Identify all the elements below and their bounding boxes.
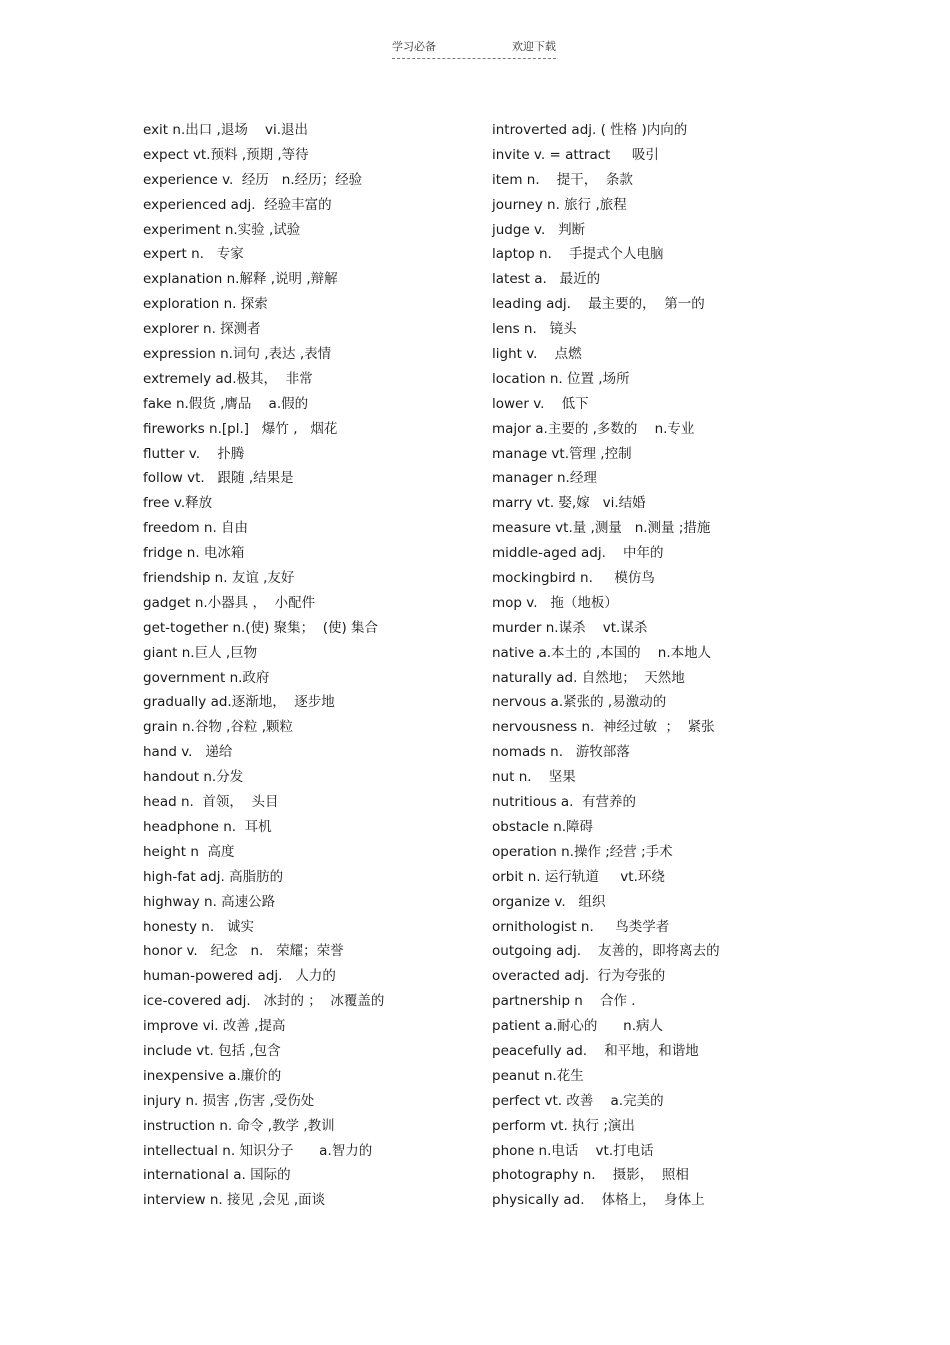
vocabulary-entry: peanut n.花生 <box>492 1067 584 1084</box>
vocabulary-entry: nutritious a. 有营养的 <box>492 794 637 811</box>
vocabulary-entry: hand v. 递给 <box>143 744 233 761</box>
vocabulary-entry: gadget n.小器具 ， 小配件 <box>143 594 316 611</box>
vocabulary-entry: explanation n.解释 ,说明 ,辩解 <box>143 271 338 288</box>
vocabulary-entry: measure vt.量 ,测量 n.测量 ;措施 <box>492 520 711 537</box>
vocabulary-entry: perform vt. 执行 ;演出 <box>492 1117 635 1134</box>
vocabulary-entry: height n 高度 <box>143 843 235 860</box>
vocabulary-entry: item n. 提干， 条款 <box>492 171 633 188</box>
vocabulary-entry: gradually ad.逐渐地， 逐步地 <box>143 694 335 711</box>
vocabulary-entry: include vt. 包括 ,包含 <box>143 1042 281 1059</box>
header-right-text: 欢迎下载 <box>512 40 556 53</box>
vocabulary-entry: invite v. = attract 吸引 <box>492 146 659 163</box>
vocabulary-entry: manager n.经理 <box>492 470 597 487</box>
vocabulary-entry: manage vt.管理 ,控制 <box>492 445 632 462</box>
vocabulary-entry: expect vt.预料 ,预期 ,等待 <box>143 146 309 163</box>
vocabulary-entry: instruction n. 命令 ,教学 ,教训 <box>143 1117 335 1134</box>
vocabulary-entry: naturally ad. 自然地； 天然地 <box>492 669 685 686</box>
vocabulary-entry: flutter v. 扑腾 <box>143 445 245 462</box>
vocabulary-entry: explorer n. 探测者 <box>143 321 261 338</box>
vocabulary-entry: nut n. 坚果 <box>492 769 576 786</box>
page-header <box>392 38 556 59</box>
vocabulary-entry: mop v. 拖（地板） <box>492 594 618 611</box>
vocabulary-entry: headphone n. 耳机 <box>143 818 272 835</box>
vocabulary-entry: follow vt. 跟随 ,结果是 <box>143 470 294 487</box>
header-left-text: 学习必备 <box>392 40 436 53</box>
vocabulary-entry: fireworks n.[pl.] 爆竹 , 烟花 <box>143 420 338 437</box>
vocabulary-entry: ornithologist n. 鸟类学者 <box>492 918 670 935</box>
vocabulary-entry: orbit n. 运行轨道 vt.环绕 <box>492 868 665 885</box>
vocabulary-entry: patient a.耐心的 n.病人 <box>492 1018 663 1035</box>
vocabulary-entry: free v.释放 <box>143 495 213 512</box>
vocabulary-entry: injury n. 损害 ,伤害 ,受伤处 <box>143 1092 315 1109</box>
vocabulary-entry: grain n.谷物 ,谷粒 ,颗粒 <box>143 719 294 736</box>
vocabulary-entry: native a.本土的 ,本国的 n.本地人 <box>492 644 712 661</box>
vocabulary-entry: highway n. 高速公路 <box>143 893 276 910</box>
vocabulary-entry: photography n. 摄影， 照相 <box>492 1167 689 1184</box>
vocabulary-entry: nervous a.紧张的 ,易激动的 <box>492 694 667 711</box>
vocabulary-entry: lower v. 低下 <box>492 395 589 412</box>
vocabulary-entry: marry vt. 娶,嫁 vi.结婚 <box>492 495 646 512</box>
right-vocabulary-column <box>492 118 720 1213</box>
vocabulary-entry: experienced adj. 经验丰富的 <box>143 196 332 213</box>
vocabulary-entry: light v. 点燃 <box>492 346 582 363</box>
vocabulary-entry: perfect vt. 改善 a.完美的 <box>492 1092 664 1109</box>
vocabulary-entry: lens n. 镜头 <box>492 321 577 338</box>
vocabulary-entry: fridge n. 电冰箱 <box>143 545 245 562</box>
vocabulary-entry: judge v. 判断 <box>492 221 586 238</box>
vocabulary-entry: physically ad. 体格上， 身体上 <box>492 1192 705 1209</box>
vocabulary-entry: human-powered adj. 人力的 <box>143 968 336 985</box>
vocabulary-entry: improve vi. 改善 ,提高 <box>143 1018 286 1035</box>
vocabulary-entry: partnership n 合作 . <box>492 993 636 1010</box>
vocabulary-entry: phone n.电话 vt.打电话 <box>492 1142 654 1159</box>
vocabulary-entry: exploration n. 探索 <box>143 296 268 313</box>
vocabulary-entry: handout n.分发 <box>143 769 244 786</box>
vocabulary-entry: experience v. 经历 n.经历；经验 <box>143 171 363 188</box>
vocabulary-entry: experiment n.实验 ,试验 <box>143 221 301 238</box>
vocabulary-entry: mockingbird n. 模仿鸟 <box>492 570 655 587</box>
vocabulary-entry: ice-covered adj. 冰封的 ； 冰覆盖的 <box>143 993 385 1010</box>
vocabulary-entry: leading adj. 最主要的， 第一的 <box>492 296 705 313</box>
vocabulary-entry: exit n.出口 ,退场 vi.退出 <box>143 122 309 138</box>
vocabulary-entry: introverted adj. ( 性格 )内向的 <box>492 122 688 138</box>
vocabulary-entry: fake n.假货 ,膺品 a.假的 <box>143 395 309 412</box>
vocabulary-entry: major a.主要的 ,多数的 n.专业 <box>492 420 695 437</box>
vocabulary-entry: expression n.词句 ,表达 ,表情 <box>143 346 332 363</box>
vocabulary-entry: extremely ad.极其， 非常 <box>143 370 313 387</box>
vocabulary-entry: giant n.巨人 ,巨物 <box>143 644 258 661</box>
vocabulary-entry: overacted adj. 行为夸张的 <box>492 968 666 985</box>
vocabulary-entry: friendship n. 友谊 ,友好 <box>143 570 295 587</box>
vocabulary-entry: nervousness n. 神经过敏 ； 紧张 <box>492 719 715 736</box>
vocabulary-entry: expert n. 专家 <box>143 246 244 263</box>
vocabulary-entry: laptop n. 手提式个人电脑 <box>492 246 664 263</box>
vocabulary-entry: inexpensive a.廉价的 <box>143 1067 282 1084</box>
vocabulary-entry: nomads n. 游牧部落 <box>492 744 630 761</box>
vocabulary-entry: journey n. 旅行 ,旅程 <box>492 196 627 213</box>
vocabulary-entry: outgoing adj. 友善的，即将离去的 <box>492 943 720 960</box>
vocabulary-entry: freedom n. 自由 <box>143 520 249 537</box>
vocabulary-entry: location n. 位置 ,场所 <box>492 370 630 387</box>
vocabulary-entry: middle-aged adj. 中年的 <box>492 545 664 562</box>
vocabulary-entry: honor v. 纪念 n. 荣耀；荣誉 <box>143 943 344 960</box>
vocabulary-entry: operation n.操作 ;经营 ;手术 <box>492 843 673 860</box>
vocabulary-entry: interview n. 接见 ,会见 ,面谈 <box>143 1192 326 1209</box>
vocabulary-entry: intellectual n. 知识分子 a.智力的 <box>143 1142 373 1159</box>
vocabulary-entry: get-together n.(使) 聚集； (使) 集合 <box>143 619 379 636</box>
vocabulary-entry: government n.政府 <box>143 669 270 686</box>
vocabulary-entry: international a. 国际的 <box>143 1167 291 1184</box>
vocabulary-entry: obstacle n.障碍 <box>492 818 594 835</box>
vocabulary-entry: honesty n. 诚实 <box>143 918 255 935</box>
vocabulary-entry: latest a. 最近的 <box>492 271 601 288</box>
left-vocabulary-column <box>143 118 384 1213</box>
vocabulary-entry: head n. 首领， 头目 <box>143 794 279 811</box>
vocabulary-entry: high-fat adj. 高脂肪的 <box>143 868 284 885</box>
vocabulary-entry: organize v. 组织 <box>492 893 606 910</box>
vocabulary-entry: peacefully ad. 和平地，和谐地 <box>492 1042 699 1059</box>
vocabulary-entry: murder n.谋杀 vt.谋杀 <box>492 619 648 636</box>
